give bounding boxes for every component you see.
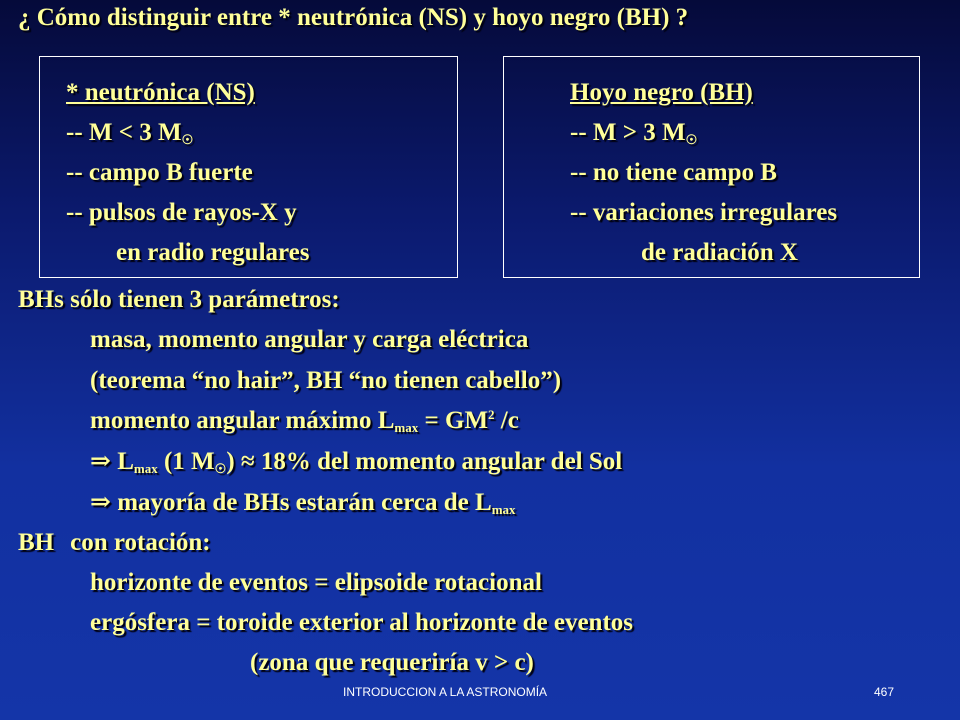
implies-arrow-icon: ⇒ — [90, 448, 111, 475]
sun-icon: ☉ — [214, 461, 227, 476]
rotation-bh: BH — [18, 529, 55, 556]
rotation-text: con rotación: — [70, 529, 211, 556]
lmax-sup: 2 — [488, 407, 495, 422]
zone-line: (zona que requeriría v > c) — [250, 649, 534, 676]
lmax-tail: /c — [494, 407, 519, 434]
sun-icon: ☉ — [181, 132, 194, 147]
bh-variations: -- variaciones irregulares — [570, 199, 838, 226]
horizon-line: horizonte de eventos = elipsoide rotacional — [90, 569, 542, 596]
bh-variations-cont: de radiación X — [641, 239, 798, 266]
implies2-sub: max — [491, 502, 516, 517]
lmax-line — [90, 406, 519, 436]
params-list: masa, momento angular y carga eléctrica — [90, 326, 529, 353]
nohair-line: (teorema “no hair”, BH “no tienen cabello”) — [90, 367, 562, 394]
implies-arrow-icon: ⇒ — [90, 489, 111, 516]
implies1-tail: ) ≈ 18% del momento angular del Sol — [226, 448, 623, 475]
bh-heading: Hoyo negro (BH) — [570, 79, 753, 106]
slide-title: ¿ Cómo distinguir entre * neutrónica (NS) y hoyo negro (BH) ? — [18, 4, 689, 31]
params-heading: BHs sólo tienen 3 parámetros: — [18, 286, 340, 313]
rotation-heading — [18, 528, 211, 558]
implies-line-2 — [90, 488, 516, 518]
implies1-sub: max — [133, 461, 158, 476]
footer-course: INTRODUCCION A LA ASTRONOMÍA — [343, 685, 548, 699]
lmax-sub: max — [394, 420, 419, 435]
bh-mass — [570, 118, 697, 148]
ns-mass — [66, 118, 193, 148]
ns-heading: * neutrónica (NS) — [66, 79, 255, 106]
ergo-line: ergósfera = toroide exterior al horizonte de eventos — [90, 609, 634, 636]
implies1-mid: (1 M — [157, 448, 215, 475]
ns-mass-text: -- M < 3 M — [66, 119, 182, 146]
sun-icon: ☉ — [685, 132, 698, 147]
ns-field: -- campo B fuerte — [66, 159, 253, 186]
ns-pulses: -- pulsos de rayos-X y — [66, 199, 297, 226]
implies1-L: L — [110, 448, 134, 475]
footer-page-number: 467 — [874, 685, 895, 699]
implies-line-1 — [90, 447, 622, 477]
ns-pulses-cont: en radio regulares — [116, 239, 310, 266]
bh-field: -- no tiene campo B — [570, 159, 777, 186]
bh-mass-text: -- M > 3 M — [570, 119, 686, 146]
lmax-text: momento angular máximo L — [90, 407, 395, 434]
lmax-eq: = GM — [418, 407, 489, 434]
implies2-text: mayoría de BHs estarán cerca de L — [110, 489, 492, 516]
